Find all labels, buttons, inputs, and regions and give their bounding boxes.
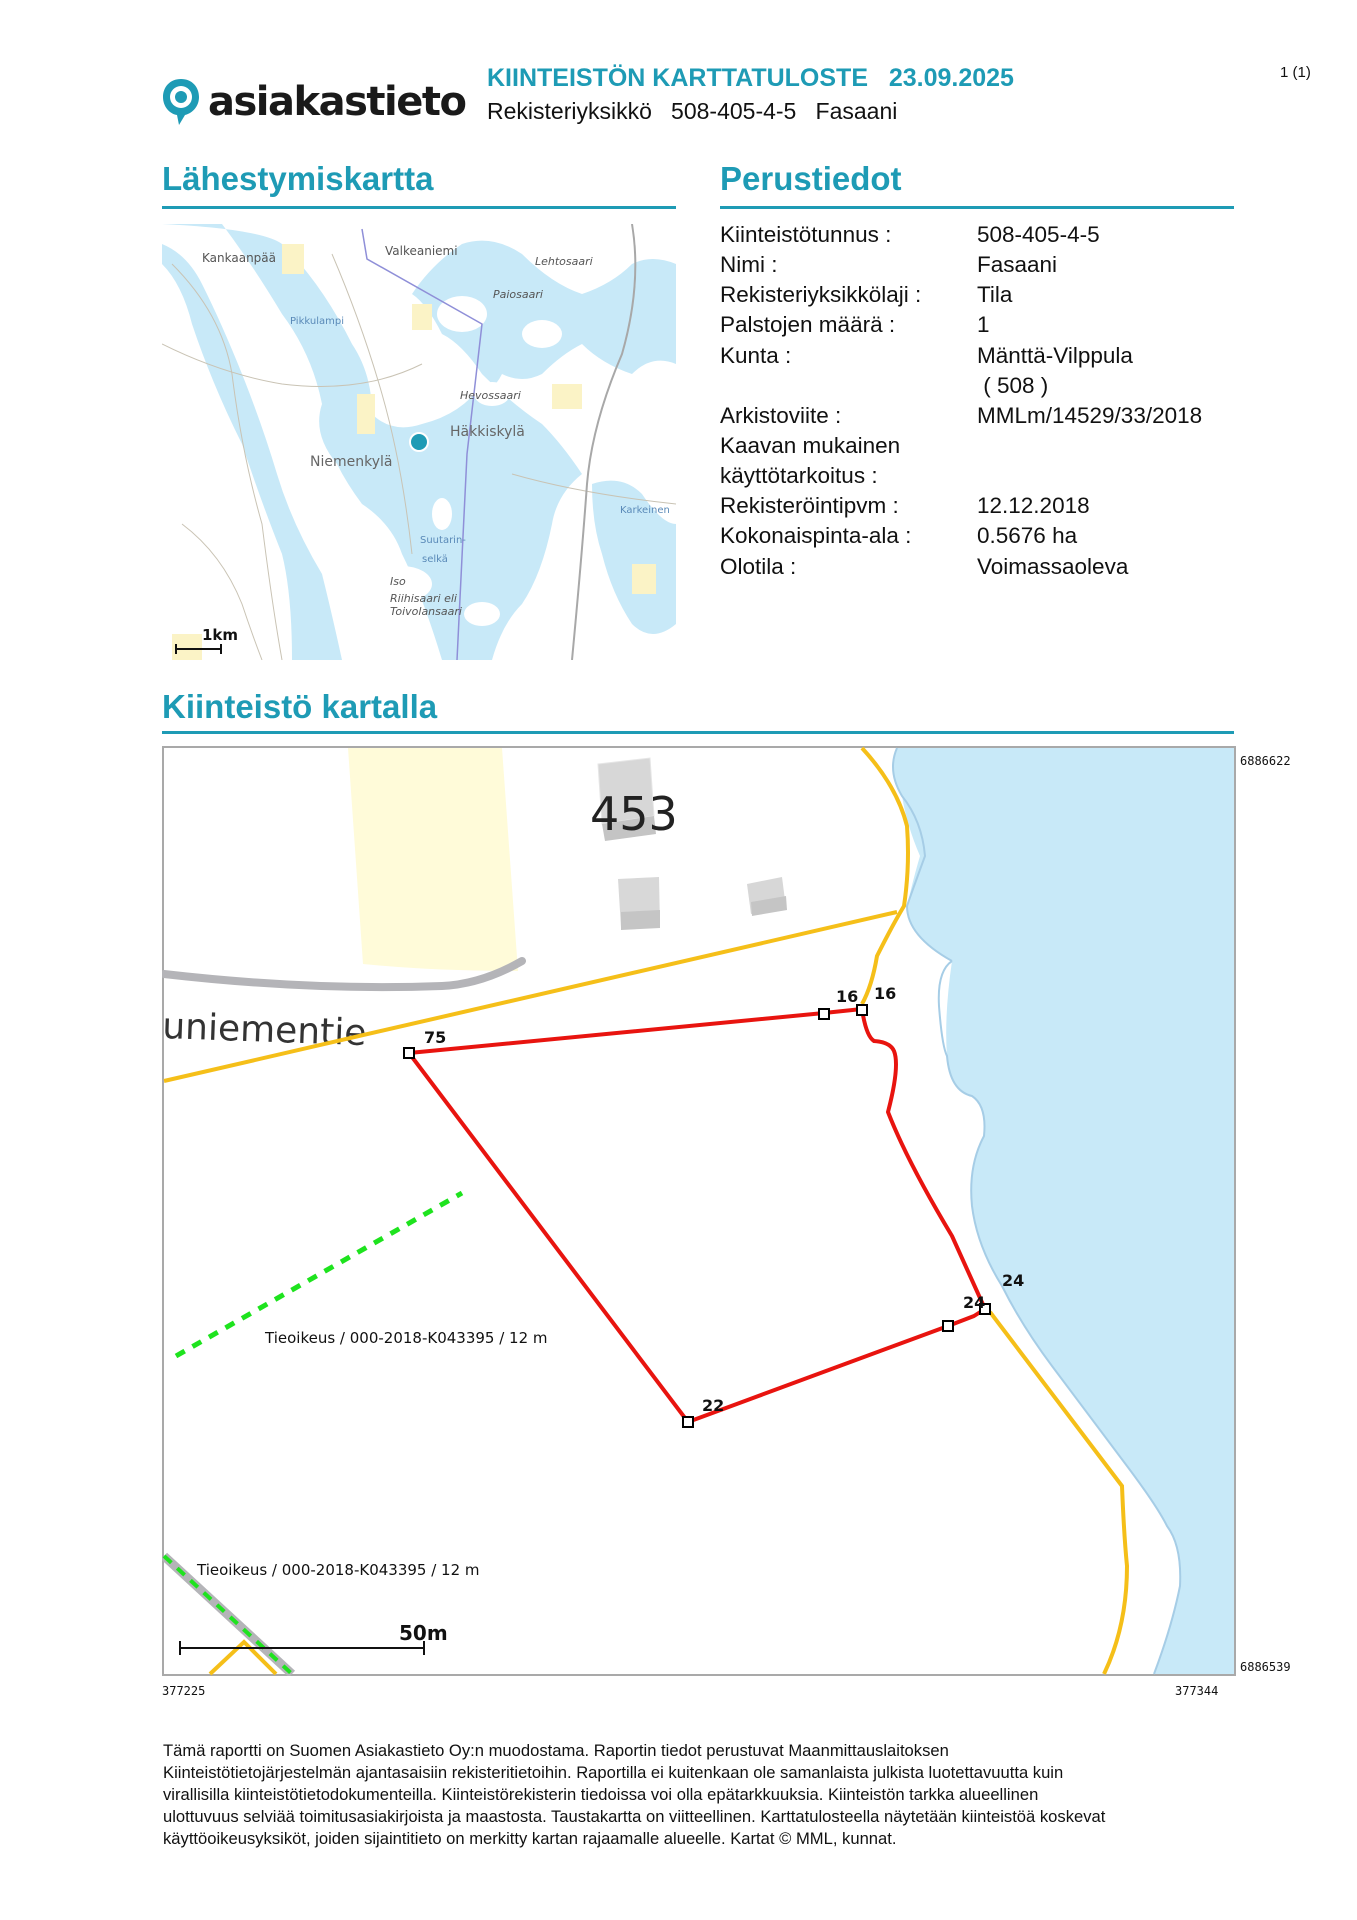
info-label: Palstojen määrä : — [720, 312, 896, 337]
info-label: Nimi : — [720, 252, 778, 277]
section-divider — [162, 206, 676, 209]
svg-text:50m: 50m — [399, 1621, 448, 1645]
building-number: 453 — [590, 787, 678, 841]
asiakastieto-logo — [160, 76, 465, 128]
point-label: 24 — [963, 1293, 986, 1312]
coord-east-left: 377225 — [162, 1684, 206, 1698]
disclaimer-line: Kiinteistötietojärjestelmän ajantasaisiin rekisteritietoihin. Raportilla ei kuitenkaan ole samanlaista julkista luotettavuutta kuin — [163, 1763, 1064, 1782]
svg-text:Lehtosaari: Lehtosaari — [535, 255, 593, 268]
info-value: 1 — [977, 312, 990, 337]
info-value: ( 508 ) — [977, 373, 1049, 398]
svg-text:Paiosaari: Paiosaari — [493, 288, 543, 301]
info-value: Tila — [977, 282, 1013, 307]
svg-text:Karkeinen: Karkeinen — [620, 505, 670, 516]
svg-text:Kankaanpää: Kankaanpää — [202, 251, 276, 265]
info-value: MMLm/14529/33/2018 — [977, 403, 1203, 428]
overview-scale-label: 1km — [202, 626, 239, 644]
svg-text:Häkkiskylä: Häkkiskylä — [450, 424, 525, 440]
point-label: 16 — [874, 984, 897, 1003]
svg-text:Hevossaari: Hevossaari — [460, 389, 521, 402]
logo-text: asiakastieto — [208, 79, 466, 125]
info-value: 508-405-4-5 — [977, 222, 1100, 247]
info-value: 0.5676 ha — [977, 523, 1078, 548]
point-label: 75 — [424, 1028, 447, 1047]
basic-info-title: Perustiedot — [720, 160, 902, 197]
disclaimer-line: käyttöoikeusyksiköt, joiden sijaintitieto on merkitty kartan rajaamalle alueelle. Kartat © MML, kunnat. — [163, 1829, 897, 1848]
overview-map[interactable] — [162, 224, 676, 660]
info-label: käyttötarkoitus : — [720, 463, 878, 488]
coord-north-top: 6886622 — [1240, 754, 1291, 768]
info-label: Kiinteistötunnus : — [720, 222, 892, 247]
svg-text:Valkeaniemi: Valkeaniemi — [385, 244, 458, 258]
info-value: Voimassaoleva — [977, 554, 1129, 579]
disclaimer-line: virallisilla kiinteistötietodokumenteilla. Kiinteistörekisterin tiedoissa voi olla epätarkkuuksia. Kiinteistön tarkka alueellinen — [163, 1785, 1039, 1804]
svg-text:Pikkulampi: Pikkulampi — [290, 316, 344, 327]
info-value: 12.12.2018 — [977, 493, 1090, 518]
point-label: 24 — [1002, 1271, 1025, 1290]
overview-map-title: Lähestymiskartta — [162, 160, 434, 197]
page-number: 1 (1) — [1280, 64, 1311, 81]
info-label: Kaavan mukainen — [720, 433, 901, 458]
report-subtitle: Rekisteriyksikkö 508-405-4-5 Fasaani — [487, 98, 898, 124]
point-label: 16 — [836, 987, 859, 1006]
info-value: Fasaani — [977, 252, 1058, 277]
coord-north-bottom: 6886539 — [1240, 1660, 1291, 1674]
svg-text:Riihisaari eli: Riihisaari eli — [390, 592, 457, 605]
svg-text:Iso: Iso — [390, 575, 406, 588]
disclaimer-line: Tämä raportti on Suomen Asiakastieto Oy:n muodostama. Raportin tiedot perustuvat Maanmittauslaitoksen — [163, 1741, 949, 1760]
disclaimer — [163, 1740, 1203, 1850]
easement-label: Tieoikeus / 000-2018-K043395 / 12 m — [265, 1329, 548, 1347]
svg-text:Toivolansaari: Toivolansaari — [390, 605, 462, 618]
property-map[interactable] — [162, 746, 1236, 1676]
coord-east-right: 377344 — [1175, 1684, 1219, 1698]
info-value: Mänttä-Vilppula — [977, 343, 1133, 368]
road-name-label: uniementie — [162, 1006, 368, 1055]
location-pin-icon — [160, 76, 202, 128]
point-label: 22 — [702, 1396, 725, 1415]
section-divider — [720, 206, 1234, 209]
svg-text:Suutarin-: Suutarin- — [420, 535, 466, 546]
info-label: Olotila : — [720, 554, 797, 579]
property-map-title: Kiinteistö kartalla — [162, 688, 438, 725]
svg-text:selkä: selkä — [422, 554, 448, 565]
easement-label: Tieoikeus / 000-2018-K043395 / 12 m — [197, 1561, 480, 1579]
info-label: Rekisteröintipvm : — [720, 493, 899, 518]
info-label: Kunta : — [720, 343, 792, 368]
info-label: Rekisteriyksikkölaji : — [720, 282, 922, 307]
svg-text:Niemenkylä: Niemenkylä — [310, 454, 393, 470]
report-title: KIINTEISTÖN KARTTATULOSTE 23.09.2025 — [487, 64, 1014, 92]
info-label: Kokonaispinta-ala : — [720, 523, 912, 548]
section-divider — [162, 731, 1234, 734]
info-label: Arkistoviite : — [720, 403, 842, 428]
disclaimer-line: ulottuvuus selviää toimitusasiakirjoista ja maastosta. Taustakartta on viitteellinen. Karttatulosteella näytetään kiinteistöä koskevat — [163, 1807, 1106, 1826]
